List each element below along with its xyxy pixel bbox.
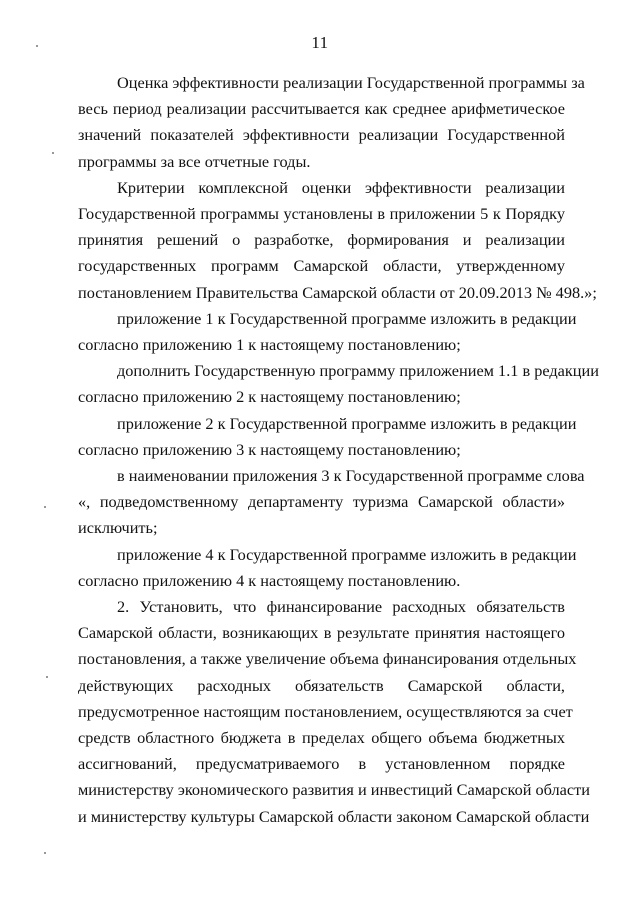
paragraph-p6	[78, 463, 585, 542]
text-line: 2. Установить, что финансирование расходных обязательств	[117, 597, 565, 617]
text-line: действующих расходных обязательств Самарской области,	[78, 675, 565, 695]
text-line: дополнить Государственную программу приложением 1.1 в редакции	[117, 361, 599, 381]
text-line: приложение 4 к Государственной программе изложить в редакции	[117, 544, 577, 564]
text-line: постановлением Правительства Самарской области от 20.09.2013 № 498.»;	[78, 282, 597, 302]
paragraph-p2	[78, 175, 597, 306]
text-line: весь период реализации рассчитывается как среднее арифметическое	[78, 99, 565, 119]
document-body	[78, 70, 599, 830]
text-line: Оценка эффективности реализации Государственной программы за	[117, 73, 585, 92]
scan-speck	[46, 676, 48, 678]
scan-speck	[44, 852, 46, 854]
paragraph-p4	[78, 358, 599, 410]
text-line: принятия решений о разработке, формирования и реализации	[78, 230, 565, 250]
text-line: согласно приложению 3 к настоящему постановлению;	[78, 439, 461, 459]
text-line: «, подведомственному департаменту туризма Самарской области»	[78, 492, 565, 512]
paragraph-p8	[78, 594, 590, 830]
text-line: средств областного бюджета в пределах общего объема бюджетных	[78, 728, 565, 748]
text-line: Государственной программы установлены в приложении 5 к Порядку	[78, 204, 565, 224]
scan-speck	[44, 506, 46, 508]
text-line: Критерии комплексной оценки эффективности реализации	[117, 177, 565, 197]
paragraph-p5	[78, 411, 577, 463]
text-line: приложение 2 к Государственной программе изложить в редакции	[117, 413, 577, 433]
page-number: 11	[311, 33, 329, 52]
text-line: постановления, а также увеличение объема финансирования отдельных	[78, 649, 577, 669]
text-line: государственных программ Самарской области, утвержденному	[78, 256, 565, 276]
paragraph-p1	[78, 70, 585, 175]
text-line: программы за все отчетные годы.	[78, 151, 311, 171]
text-line: согласно приложению 4 к настоящему постановлению.	[78, 570, 461, 590]
text-line: исключить;	[78, 518, 158, 538]
text-line: согласно приложению 1 к настоящему постановлению;	[78, 335, 461, 355]
text-line: согласно приложению 2 к настоящему постановлению;	[78, 387, 461, 407]
text-line: министерству экономического развития и инвестиций Самарской области	[78, 780, 590, 800]
scan-speck	[36, 45, 38, 47]
scan-speck	[52, 152, 54, 154]
paragraph-p3	[78, 306, 577, 358]
paragraph-p7	[78, 542, 577, 594]
text-line: приложение 1 к Государственной программе изложить в редакции	[117, 308, 577, 328]
text-line: значений показателей эффективности реализации Государственной	[78, 125, 565, 145]
text-line: ассигнований, предусматриваемого в установленном порядке	[78, 754, 565, 774]
text-line: Самарской области, возникающих в результате принятия настоящего	[78, 623, 565, 643]
text-line: в наименовании приложения 3 к Государственной программе слова	[117, 466, 585, 486]
text-line: и министерству культуры Самарской области законом Самарской области	[78, 806, 590, 826]
text-line: предусмотренное настоящим постановлением, осуществляются за счет	[78, 701, 573, 721]
